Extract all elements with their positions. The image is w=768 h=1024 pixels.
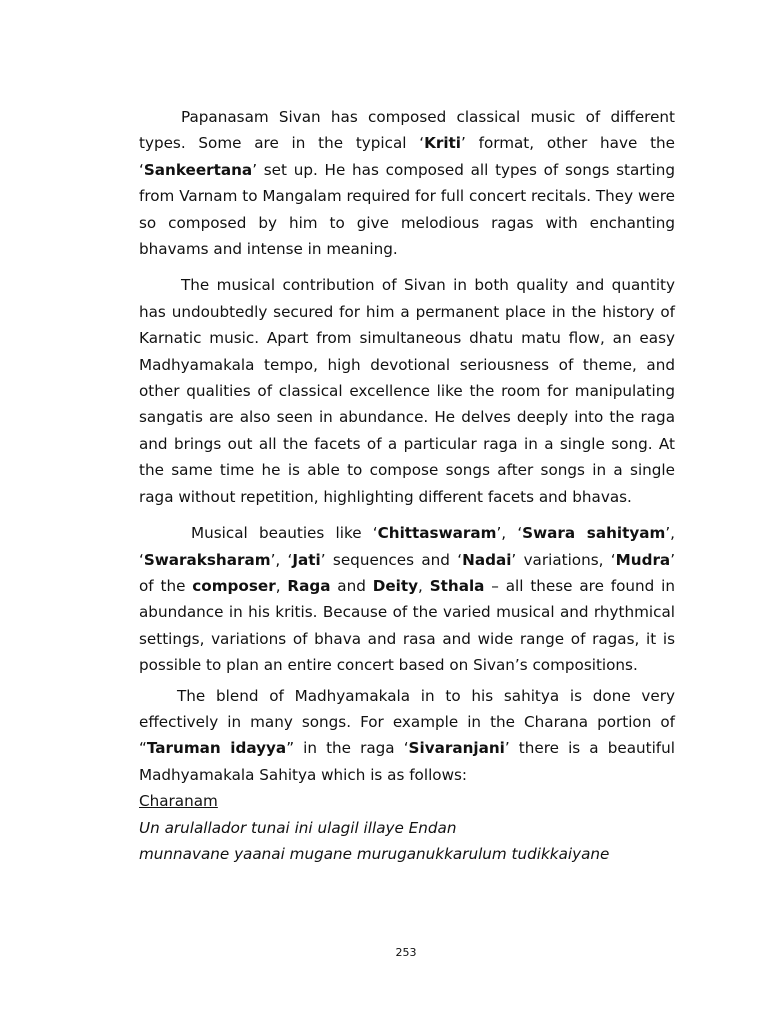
paragraph-3-text-9: and — [330, 576, 373, 595]
term-jati: Jati — [292, 550, 321, 569]
paragraph-3-text-1: Musical beauties like ‘ — [191, 524, 378, 543]
term-deity: Deity — [372, 576, 419, 595]
term-swaraksharam: Swaraksharam — [143, 550, 271, 569]
paragraph-1-quote-a: ‘ — [419, 134, 425, 153]
paragraph-1 — [139, 104, 675, 262]
song-title-taruman-idayya: Taruman idayya — [146, 739, 287, 758]
paragraph-3-text-6: ’ variations, ‘ — [511, 550, 616, 569]
paragraph-3-text-2: ’, ‘ — [496, 524, 523, 543]
paragraph-1-text-b: ’ format, other have the — [461, 134, 675, 153]
charanam-heading: Charanam — [139, 792, 218, 811]
paragraph-1-quote-b: ‘ — [139, 160, 144, 179]
verse-line-2: munnavane yaanai mugane muruganukkarulum tudikkaiyane — [139, 844, 610, 863]
paragraph-3-text-11: – all these are found in abundance in his kritis. Because of the varied musical and rhythmical settings, variations of bhava and rasa and wide range of ragas, it is possible to plan an entire concert based on Sivan’s compositions. — [139, 576, 676, 675]
term-composer: composer — [192, 576, 276, 595]
paragraph-3-text-10: , — [418, 576, 430, 595]
raga-name-sivaranjani: Sivaranjani — [408, 739, 505, 758]
paragraph-4 — [139, 683, 675, 789]
paragraph-1-text-a: Papanasam Sivan has composed classical music of different types. Some are in the typical — [139, 108, 675, 153]
term-sthala: Sthala — [429, 576, 485, 595]
paragraph-3-text-7: ’ of the — [139, 550, 676, 595]
term-kriti: Kriti — [424, 134, 462, 153]
verse-line-1: Un arulallador tunai ini ulagil illaye Endan — [139, 818, 457, 837]
paragraph-3 — [139, 520, 675, 678]
paragraph-2: The musical contribution of Sivan in both quality and quantity has undoubtedly secured for him a permanent place in the history of Karnatic music. Apart from simultaneous dhatu matu flow, an easy Madhyamakala tempo, high devotional seriousness of theme, and other qualities of classical excellence like the room for manipulating sangatis are also seen in abundance. He delves deeply into the raga and brings out all the facets of a particular raga in a single song. At the same time he is able to compose songs after songs in a single raga without repetition, highlighting different facets and bhavas. — [139, 276, 675, 506]
term-raga: Raga — [287, 576, 331, 595]
term-sankeertana: Sankeertana — [143, 160, 253, 179]
paragraph-3-text-4: ’, ‘ — [270, 550, 293, 569]
document-body — [139, 104, 675, 867]
paragraph-4-text-2: ” in the raga ‘ — [286, 739, 409, 758]
paragraph-4-text-1: The blend of Madhyamakala in to his sahitya is done very effectively in many songs. For example in the Charana portion of “ — [139, 686, 675, 758]
paragraph-3-text-8: , — [275, 576, 288, 595]
paragraph-3-text-3: ’, ‘ — [139, 524, 676, 569]
term-nadai: Nadai — [462, 550, 512, 569]
paragraph-4-text-3: ’ there is a beautiful Madhyamakala Sahitya which is as follows: — [139, 739, 675, 784]
term-mudra: Mudra — [615, 550, 671, 569]
paragraph-1-text-c: ’ set up. He has composed all types of songs starting from Varnam to Mangalam required for full concert recitals. They were so composed by him to give melodious ragas with enchanting bhavams and intense in meaning. — [139, 160, 675, 259]
paragraph-3-text-5: ’ sequences and ‘ — [320, 550, 463, 569]
term-chittaswaram: Chittaswaram — [377, 524, 497, 543]
term-swara-sahityam: Swara sahityam — [522, 524, 666, 543]
page-number: 253 — [395, 946, 417, 959]
